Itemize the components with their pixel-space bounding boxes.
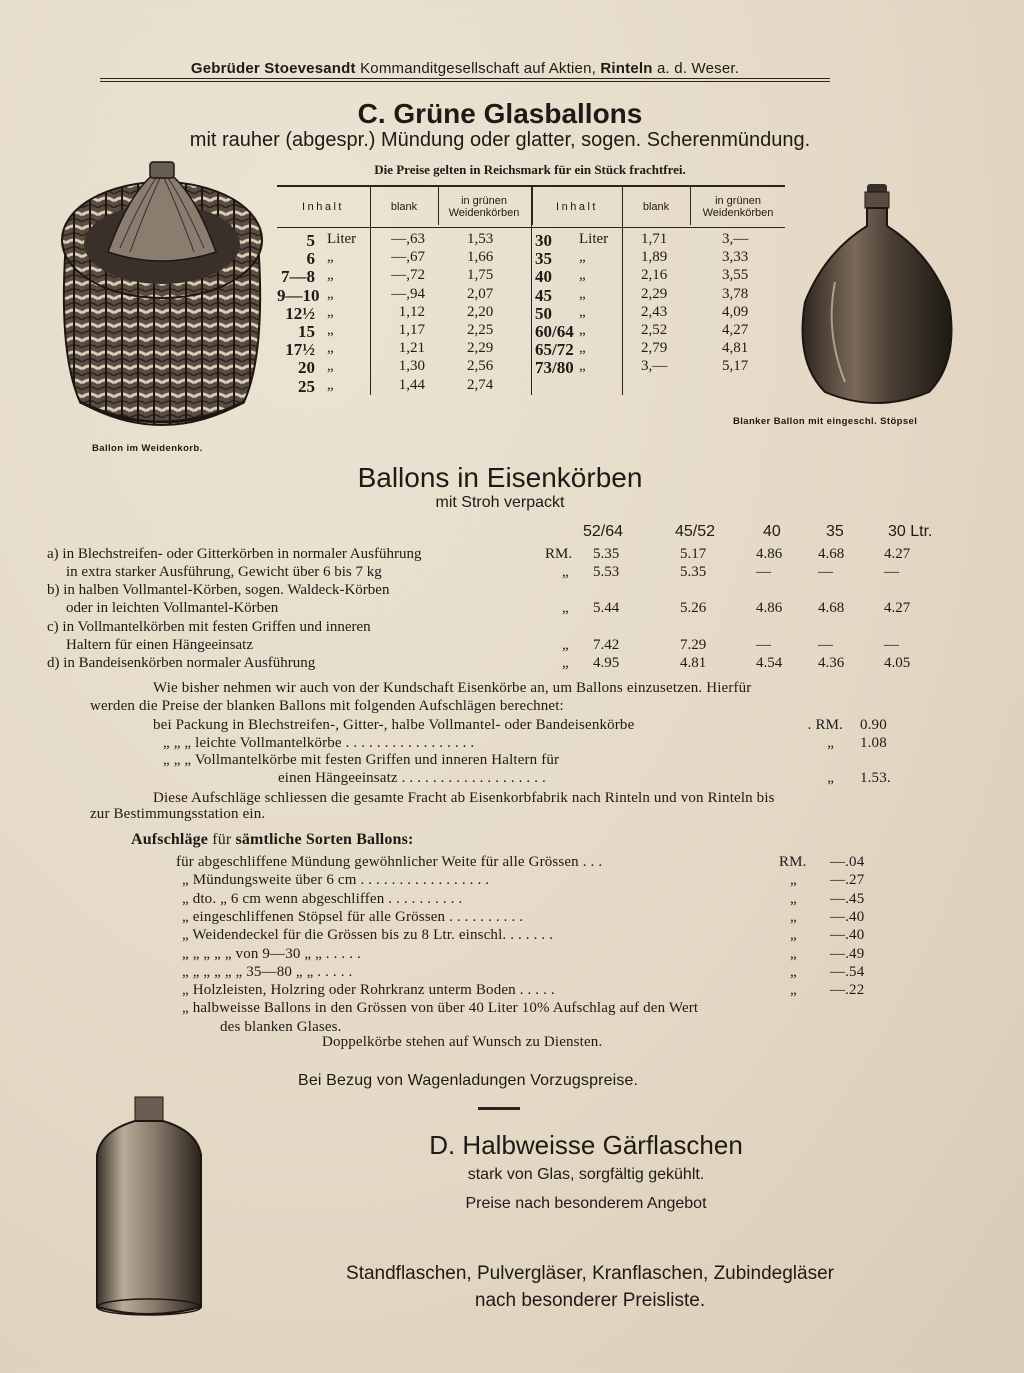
footer-line2: nach besonderer Preisliste. xyxy=(474,1290,706,1311)
aufschlag-label: „ eingeschliffenen Stöpsel für alle Grössen . . . . . . . . . . xyxy=(182,908,524,925)
aufschlag-value: —.40 xyxy=(830,927,865,944)
blank-left: —,63 xyxy=(391,231,425,247)
aufschlag-label: „ dto. „ 6 cm wenn abgeschliffen . . . . . . . . . . xyxy=(182,890,463,907)
unit-right: „ xyxy=(579,340,586,357)
size-left: 15 xyxy=(298,322,315,341)
section-e-title: Ballons in Eisenkörben xyxy=(357,462,643,493)
blank-right: 2,43 xyxy=(641,303,668,320)
column-header: 30 Ltr. xyxy=(888,523,933,540)
korb-left: 2,74 xyxy=(467,376,494,393)
company-city-suffix: a. d. Weser. xyxy=(656,60,740,77)
eisenkorb-row-label: in extra starker Ausführung, Gewicht über 6 bis 7 kg xyxy=(66,564,382,580)
aufschlag-label: „ Holzleisten, Holzring oder Rohrkranz unterm Boden . . . . . xyxy=(182,982,555,999)
unit-right: Liter xyxy=(579,231,609,247)
korb-right: 4,81 xyxy=(722,340,749,357)
eisenkorb-row-label: b) in halben Vollmantel-Körben, sogen. Waldeck-Körben xyxy=(47,582,390,598)
aufschlaege-heading-a: Aufschläge xyxy=(131,831,209,848)
price-row xyxy=(277,231,785,249)
price-row xyxy=(277,304,785,322)
eisenkorb-price: — xyxy=(884,564,899,580)
surcharge-value: 1.53. xyxy=(860,770,891,786)
unit-left: „ xyxy=(327,285,334,302)
eisenkorb-price: 4.68 xyxy=(818,546,845,562)
unit-left: „ xyxy=(327,358,334,375)
aufschlag-value: —.04 xyxy=(830,854,865,870)
letterhead xyxy=(100,60,830,77)
eisenkorb-price: 4.54 xyxy=(756,655,783,671)
price-row xyxy=(277,377,785,395)
size-right: 45 xyxy=(535,285,552,305)
price-row xyxy=(277,286,785,304)
price-row xyxy=(277,267,785,285)
eisenkorb-row-label: oder in leichten Vollmantel-Körben xyxy=(66,600,279,616)
korb-left: 2,07 xyxy=(467,285,494,302)
aufschlag-label: des blanken Glases. xyxy=(220,1018,342,1035)
aufschlag-label: „ „ „ „ „ „ 35—80 „ „ . . . . . xyxy=(182,963,353,980)
wagenladungen-note: Bei Bezug von Wagenladungen Vorzugspreise. xyxy=(298,1072,639,1089)
price-row xyxy=(277,322,785,340)
unit-left: „ xyxy=(327,340,334,357)
table-divider xyxy=(531,185,533,225)
eisenkorb-row-label: a) in Blechstreifen- oder Gitterkörben in normaler Ausführung xyxy=(47,546,422,562)
blank-left: —,67 xyxy=(391,249,425,266)
korb-left: 2,29 xyxy=(467,340,494,357)
surcharge-value: 0.90 xyxy=(860,717,887,733)
korb-right: 3,78 xyxy=(722,285,749,302)
price-row xyxy=(277,358,785,376)
size-left: 6 xyxy=(306,249,315,269)
surcharge-label: einen Hängeeinsatz . . . . . . . . . . . . . . . . . . . xyxy=(278,770,546,786)
surcharge-value: 1.08 xyxy=(860,735,887,751)
table-divider xyxy=(438,185,439,225)
eisenkorb-row-label: d) in Bandeisenkörben normaler Ausführung xyxy=(47,655,316,671)
korb-left: 1,75 xyxy=(467,267,494,284)
surcharge-unit: „ xyxy=(827,770,834,786)
aufschlag-unit: „ xyxy=(790,927,797,944)
price-row xyxy=(277,249,785,267)
size-right: 30 xyxy=(535,231,552,250)
section-c-title: C. Grüne Glasballons xyxy=(357,98,643,129)
korb-left: 2,25 xyxy=(467,322,494,338)
table-divider xyxy=(690,185,691,225)
korb-right: 5,17 xyxy=(722,358,749,375)
paragraph-line: Diese Aufschläge schliessen die gesamte Fracht ab Eisenkorbfabrik nach Rinteln und von Rinteln bis xyxy=(153,790,775,806)
eisenkorb-price: 4.81 xyxy=(680,655,707,671)
size-left: 17½ xyxy=(285,340,315,360)
header-blank-right: blank xyxy=(642,201,670,213)
aufschlaege-heading xyxy=(131,831,413,849)
column-header: 52/64 xyxy=(583,523,624,540)
basket-caption: Ballon im Weidenkorb. xyxy=(92,443,203,454)
eisenkorb-price: — xyxy=(818,637,833,653)
size-right: 60/64 xyxy=(535,322,574,341)
blank-left: —,94 xyxy=(391,285,425,302)
aufschlag-label: für abgeschliffene Mündung gewöhnlicher Weite für alle Grössen . . . xyxy=(176,854,603,870)
paragraph-line: werden die Preise der blanken Ballons mit folgenden Aufschlägen berechnet: xyxy=(90,698,564,714)
surcharge-label: bei Packung in Blechstreifen-, Gitter-, halbe Vollmantel- oder Bandeisenkörbe xyxy=(153,717,635,733)
surcharge-unit: „ xyxy=(827,735,834,751)
blank-left: —,72 xyxy=(391,267,425,284)
unit-right: „ xyxy=(579,249,586,266)
korb-left: 2,20 xyxy=(467,303,494,320)
eisenkorb-price: 5.35 xyxy=(680,564,707,580)
korb-right: 4,27 xyxy=(722,322,749,338)
size-right: 50 xyxy=(535,303,552,323)
paragraph-line: zur Bestimmungsstation ein. xyxy=(90,806,266,822)
company-form: Kommanditgesellschaft auf Aktien, xyxy=(360,60,596,77)
balloon-caption: Blanker Ballon mit eingeschl. Stöpsel xyxy=(733,416,918,427)
size-left: 9—10 xyxy=(277,285,320,305)
section-e-subtitle: mit Stroh verpackt xyxy=(435,494,565,511)
size-left: 25 xyxy=(298,376,315,396)
korb-right: 3,— xyxy=(722,231,749,247)
price-note: Die Preise gelten in Reichsmark für ein Stück frachtfrei. xyxy=(374,162,686,177)
size-right: 35 xyxy=(535,249,552,269)
blank-left: 1,12 xyxy=(398,303,425,320)
eisenkorb-price: 5.26 xyxy=(680,600,707,616)
eisenkorb-price: — xyxy=(756,637,771,653)
unit-right: „ xyxy=(579,285,586,302)
company-city: Rinteln xyxy=(600,60,653,77)
footer-line1: Standflaschen, Pulvergläser, Kranflaschen, Zubindegläser xyxy=(346,1263,834,1284)
eisenkorb-row-unit: „ xyxy=(562,655,569,671)
eisenkorb-price: 4.86 xyxy=(756,546,783,562)
eisenkorb-price: — xyxy=(884,637,899,653)
aufschlag-value: —.40 xyxy=(830,908,865,925)
aufschlag-unit: „ xyxy=(790,945,797,962)
surcharge-unit: . RM. xyxy=(807,717,843,733)
aufschlag-value: —.22 xyxy=(830,982,865,999)
eisenkorb-price: — xyxy=(818,564,833,580)
header-korb-right: in grünen Weidenkörben xyxy=(702,195,774,219)
blank-left: 1,21 xyxy=(398,340,425,357)
unit-right: „ xyxy=(579,267,586,284)
eisenkorb-price: 7.42 xyxy=(593,637,620,653)
size-left: 20 xyxy=(298,358,315,378)
size-left: 5 xyxy=(306,231,315,250)
aufschlaege-heading-c: sämtliche Sorten Ballons: xyxy=(235,831,414,848)
header-inhalt-left: Inhalt xyxy=(302,201,344,213)
aufschlag-unit: „ xyxy=(790,890,797,907)
blank-right: 3,— xyxy=(641,358,668,375)
unit-left: „ xyxy=(327,322,334,338)
aufschlag-value: —.54 xyxy=(830,963,865,980)
column-header: 35 xyxy=(826,523,844,540)
unit-right: „ xyxy=(579,303,586,320)
eisenkorb-price: 4.27 xyxy=(884,600,911,616)
korb-right: 3,55 xyxy=(722,267,749,284)
korb-left: 2,56 xyxy=(467,358,494,375)
section-d-line1: stark von Glas, sorgfältig gekühlt. xyxy=(467,1166,705,1183)
eisenkorb-price: — xyxy=(756,564,771,580)
eisenkorb-row-unit: RM. xyxy=(545,546,573,562)
section-d-title: D. Halbweisse Gärflaschen xyxy=(429,1130,743,1160)
unit-left: „ xyxy=(327,376,334,393)
wicker-basket-illustration xyxy=(50,152,274,438)
aufschlag-value: —.45 xyxy=(830,890,865,907)
blank-left: 1,44 xyxy=(398,376,425,393)
unit-left: „ xyxy=(327,267,334,284)
eisenkorb-price: 4.27 xyxy=(884,546,911,562)
eisenkorb-row-label: c) in Vollmantelkörben mit festen Griffen und inneren xyxy=(47,619,371,635)
aufschlag-value: —.49 xyxy=(830,945,865,962)
size-right: 73/80 xyxy=(535,358,574,378)
blank-right: 2,16 xyxy=(641,267,668,284)
korb-left: 1,66 xyxy=(467,249,494,266)
blank-right: 1,71 xyxy=(641,231,668,247)
price-row xyxy=(277,340,785,358)
header-korb-left: in grünen Weidenkörben xyxy=(448,195,520,219)
unit-left: Liter xyxy=(327,231,357,247)
unit-right: „ xyxy=(579,358,586,375)
eisenkorb-row-unit: „ xyxy=(562,637,569,653)
aufschlag-label: „ Weidendeckel für die Grössen bis zu 8 Ltr. einschl. . . . . . . xyxy=(182,927,554,944)
blank-right: 2,52 xyxy=(641,322,668,338)
blank-left: 1,17 xyxy=(398,322,425,338)
aufschlag-unit: „ xyxy=(790,872,797,889)
doppelkoerbe-note: Doppelkörbe stehen auf Wunsch zu Diensten. xyxy=(322,1034,603,1050)
surcharge-label: „ „ „ Vollmantelkörbe mit festen Griffen und inneren Haltern für xyxy=(163,752,560,768)
blank-right: 2,29 xyxy=(641,285,668,302)
aufschlag-unit: „ xyxy=(790,908,797,925)
company-name: Gebrüder Stoevesandt xyxy=(190,60,356,77)
aufschlag-label: „ Mündungsweite über 6 cm . . . . . . . . . . . . . . . . . xyxy=(182,872,490,889)
blank-left: 1,30 xyxy=(398,358,425,375)
blank-right: 1,89 xyxy=(641,249,668,266)
korb-right: 4,09 xyxy=(722,303,749,320)
header-blank-left: blank xyxy=(390,201,418,213)
aufschlag-unit: RM. xyxy=(779,854,807,870)
surcharge-label: „ „ „ leichte Vollmantelkörbe . . . . . . . . . . . . . . . . . xyxy=(163,735,475,751)
eisenkorb-price: 5.35 xyxy=(593,546,620,562)
aufschlag-unit: „ xyxy=(790,982,797,999)
eisenkorb-price: 4.36 xyxy=(818,655,845,671)
column-header: 40 xyxy=(763,523,781,540)
eisenkorb-row-label: Haltern für einen Hängeeinsatz xyxy=(66,637,253,653)
paragraph-line: Wie bisher nehmen wir auch von der Kundschaft Eisenkörbe an, um Ballons einzusetzen. Hierfür xyxy=(153,680,752,696)
section-d-line2: Preise nach besonderem Angebot xyxy=(465,1195,707,1212)
unit-left: „ xyxy=(327,249,334,266)
size-right: 65/72 xyxy=(535,340,574,360)
size-left: 12½ xyxy=(285,303,315,323)
eisenkorb-price: 5.53 xyxy=(593,564,620,580)
eisenkorb-price: 4.68 xyxy=(818,600,845,616)
header-rule xyxy=(100,78,830,82)
size-right: 40 xyxy=(535,267,552,287)
glass-balloon-illustration xyxy=(795,182,959,414)
eisenkorb-row-unit: „ xyxy=(562,600,569,616)
blank-right: 2,79 xyxy=(641,340,668,357)
header-inhalt-right: Inhalt xyxy=(556,201,598,213)
aufschlag-value: —.27 xyxy=(830,872,865,889)
korb-right: 3,33 xyxy=(722,249,749,266)
korb-left: 1,53 xyxy=(467,231,494,247)
eisenkorb-price: 5.44 xyxy=(593,600,620,616)
eisenkorb-price: 7.29 xyxy=(680,637,707,653)
aufschlag-unit: „ xyxy=(790,963,797,980)
unit-left: „ xyxy=(327,303,334,320)
column-header: 45/52 xyxy=(675,523,716,540)
unit-right: „ xyxy=(579,322,586,338)
eisenkorb-price: 4.86 xyxy=(756,600,783,616)
aufschlaege-heading-b: für xyxy=(212,831,232,848)
aufschlag-label: „ „ „ „ „ von 9—30 „ „ . . . . . xyxy=(182,945,361,962)
eisenkorb-row-unit: „ xyxy=(562,564,569,580)
section-divider xyxy=(478,1107,520,1110)
eisenkorb-price: 4.05 xyxy=(884,655,911,671)
size-left: 7—8 xyxy=(281,267,315,287)
section-c-subtitle: mit rauher (abgespr.) Mündung oder glatter, sogen. Scherenmündung. xyxy=(189,129,811,151)
eisenkorb-price: 5.17 xyxy=(680,546,707,562)
eisenkorb-price: 4.95 xyxy=(593,655,620,671)
aufschlag-label: „ halbweisse Ballons in den Grössen von über 40 Liter 10% Aufschlag auf den Wert xyxy=(182,1000,699,1017)
